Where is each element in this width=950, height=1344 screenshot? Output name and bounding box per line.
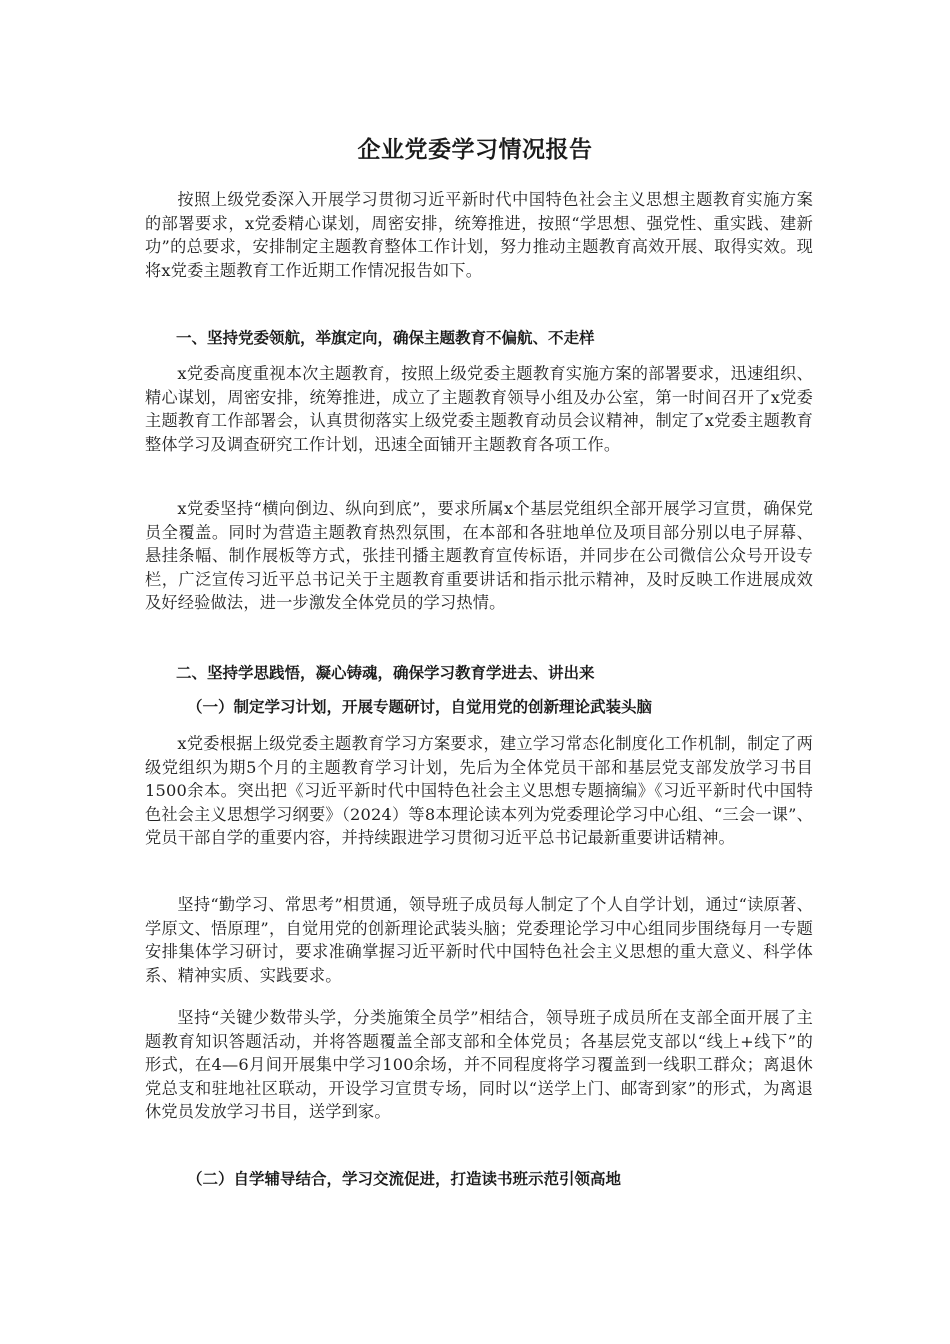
- section-1-heading: 一、坚持党委领航，举旗定向，确保主题教育不偏航、不走样: [176, 329, 595, 347]
- subsection-1-paragraph-1: x党委根据上级党委主题教育学习方案要求，建立学习常态化制度化工作机制，制定了两级党组织为期5个月的主题教育学习计划，先后为全体党员干部和基层党支部发放学习书目1500余本。突出把《习近平新时代中国特色社会主义思想专题摘编》《习近平新时代中国特色社会主义思想学习纲要》（2024）等8本理论读本列为党委理论学习中心组、“三会一课”、党员干部自学的重要内容，并持续跟进学习贯彻习近平总书记最新重要讲话精神。: [145, 734, 813, 848]
- subsection-1-paragraph-2: 坚持“勤学习、常思考”相贯通，领导班子成员每人制定了个人自学计划，通过“读原著、学原文、悟原理”，自觉用党的创新理论武装头脑；党委理论学习中心组同步围绕每月一专题安排集体学习研讨，要求准确掌握习近平新时代中国特色社会主义思想的重大意义、科学体系、精神实质、实践要求。: [145, 895, 813, 985]
- subsection-1-paragraph-3: 坚持“关键少数带头学，分类施策全员学”相结合，领导班子成员所在支部全面开展了主题教育知识答题活动，并将答题覆盖全部支部和全体党员；各基层党支部以“线上+线下”的形式，在4—6月间开展集中学习100余场，并不同程度将学习覆盖到一线职工群众；离退休党总支和驻地社区联动，开设学习宣贯专场，同时以“送学上门、邮寄到家”的形式，为离退休党员发放学习书目，送学到家。: [145, 1008, 813, 1122]
- section-1-paragraph-2: x党委坚持“横向倒边、纵向到底”，要求所属x个基层党组织全部开展学习宣贯，确保党员全覆盖。同时为营造主题教育热烈氛围，在本部和各驻地单位及项目部分别以电子屏幕、悬挂条幅、制作展板等方式，张挂刊播主题教育宣传标语，并同步在公司微信公众号开设专栏，广泛宣传习近平总书记关于主题教育重要讲话和指示批示精神，及时反映工作进展成效及好经验做法，进一步激发全体党员的学习热情。: [145, 499, 813, 613]
- subsection-2-heading: （二）自学辅导结合，学习交流促进，打造读书班示范引领高地: [187, 1170, 622, 1188]
- page-title: 企业党委学习情况报告: [357, 137, 593, 163]
- section-2-heading: 二、坚持学思践悟，凝心铸魂，确保学习教育学进去、讲出来: [176, 664, 595, 682]
- section-1-paragraph-1: x党委高度重视本次主题教育，按照上级党委主题教育实施方案的部署要求，迅速组织、精心谋划，周密安排，统筹推进，成立了主题教育领导小组及办公室，第一时间召开了x党委主题教育工作部署会，认真贯彻落实上级党委主题教育动员会议精神，制定了x党委主题教育整体学习及调查研究工作计划，迅速全面铺开主题教育各项工作。: [145, 364, 813, 454]
- intro-paragraph: 按照上级党委深入开展学习贯彻习近平新时代中国特色社会主义思想主题教育实施方案的部署要求，x党委精心谋划，周密安排，统筹推进，按照“学思想、强党性、重实践、建新功”的总要求，安排制定主题教育整体工作计划，努力推动主题教育高效开展、取得实效。现将x党委主题教育工作近期工作情况报告如下。: [145, 190, 813, 280]
- subsection-1-heading: （一）制定学习计划，开展专题研讨，自觉用党的创新理论武装头脑: [187, 698, 653, 716]
